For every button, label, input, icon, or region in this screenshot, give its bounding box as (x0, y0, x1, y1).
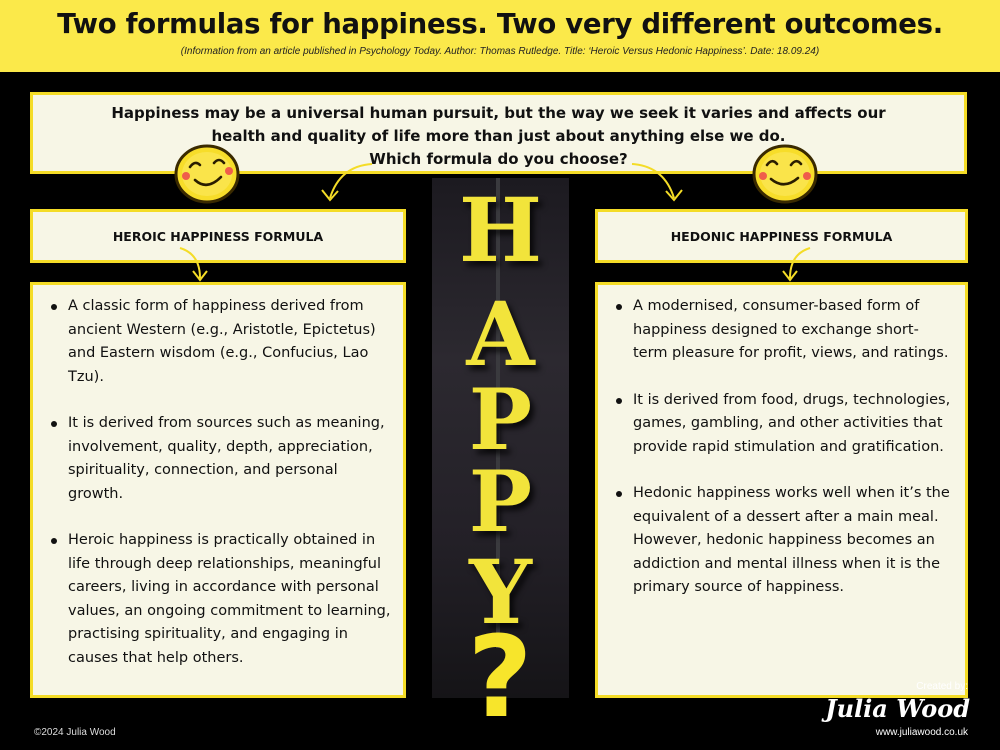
letter-p: P (468, 452, 533, 551)
curved-arrow-icon (628, 160, 686, 206)
curved-arrow-icon (176, 244, 210, 284)
heroic-title: HEROIC HAPPINESS FORMULA (112, 228, 324, 244)
intro-box (30, 92, 967, 174)
question-mark: ? (467, 613, 533, 743)
letter-p: P (468, 370, 533, 469)
intro-line-2: health and quality of life more than just about anything else we do. (211, 127, 786, 145)
hedonic-points-list (608, 295, 953, 600)
list-item: It is derived from food, drugs, technologies, games, gambling, and other activities that provide rapid stimulation and gratification. (608, 389, 953, 460)
intro-line-1: Happiness may be a universal human pursuit, but the way we seek it varies and affects our (111, 104, 886, 122)
website-link[interactable]: www.juliawood.co.uk (875, 727, 968, 738)
letter-y: Y (469, 540, 532, 644)
page-title: Two formulas for happiness. Two very different outcomes. (57, 8, 943, 40)
hedonic-content-box (595, 282, 968, 698)
list-item: A classic form of happiness derived from ancient Western (e.g., Aristotle, Epictetus) and Eastern wisdom (e.g., Confucius, Lao Tzu). (43, 295, 391, 389)
heroic-points-list (43, 295, 391, 670)
list-item: It is derived from sources such as meaning, involvement, quality, depth, appreciation, spirituality, connection, and personal growth. (43, 412, 391, 506)
curved-arrow-icon (780, 244, 814, 284)
list-item: A modernised, consumer-based form of happiness designed to exchange short-term pleasure for profit, views, and ratings. (608, 295, 953, 366)
author-signature: Julia Wood (825, 694, 970, 723)
created-by-label: Created by: (916, 681, 968, 692)
letter-a: A (466, 282, 535, 386)
curved-arrow-icon (318, 160, 376, 206)
list-item: Heroic happiness is practically obtained in life through deep relationships, meaningful careers, living in accordance with personal values, an ongoing commitment to learning, practising spirituality, and engaging in causes that help others. (43, 529, 391, 670)
hedonic-title: HEDONIC HAPPINESS FORMULA (670, 228, 893, 244)
copyright: ©2024 Julia Wood (34, 727, 116, 738)
letter-h: H (458, 178, 543, 282)
source-citation: (Information from an article published in Psychology Today. Author: Thomas Rutledge. Title: ‘Heroic Versus Hedonic Happiness’. Date: 18.09.24) (180, 46, 820, 57)
intro-question: Which formula do you choose? (369, 150, 628, 168)
heroic-title-box (30, 209, 406, 263)
header-banner (0, 0, 1000, 72)
smiley-face-icon (173, 143, 241, 205)
smiley-face-icon (751, 143, 819, 205)
heroic-content-box (30, 282, 406, 698)
list-item: Hedonic happiness works well when it’s the equivalent of a dessert after a main meal. However, hedonic happiness becomes an addiction and mental illness when it is the primary source of happiness. (608, 482, 953, 600)
